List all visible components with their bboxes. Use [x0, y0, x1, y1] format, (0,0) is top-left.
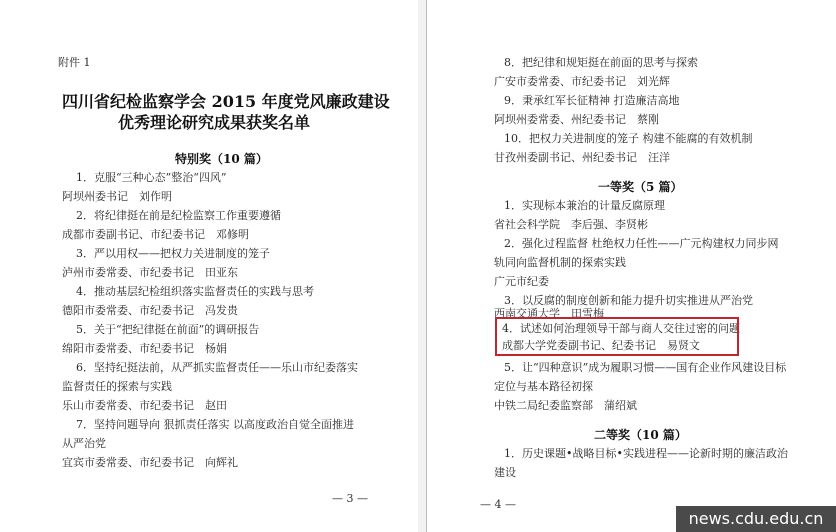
award-entry-title: 2．强化过程监督 杜绝权力任性——广元构建权力同步网: [504, 237, 779, 250]
award-entry-author: 宜宾市委常委、市纪委书记 向辉礼: [62, 456, 238, 469]
award-entry-author: 西南交通大学 田雪梅: [494, 307, 604, 320]
award-entry-author: 成都市委副书记、市纪委书记 邓修明: [62, 228, 249, 241]
award-entry-title: 3．以反腐的制度创新和能力提升切实推进从严治党: [504, 294, 753, 307]
award-entry-title: 6．坚持纪挺法前，从严抓实监督责任——乐山市纪委落实: [76, 361, 358, 374]
award-entry-author: 阿坝州委常委、州纪委书记 蔡刚: [494, 113, 659, 126]
award-entry-title-cont: 建设: [494, 466, 516, 479]
first-prize-heading: 一等奖（5 篇）: [598, 180, 683, 194]
page-number-right: — 4 —: [480, 498, 516, 511]
special-award-heading: 特别奖（10 篇）: [175, 152, 268, 166]
highlight-box: [495, 317, 739, 356]
award-entry-title-cont: 监督责任的探索与实践: [62, 380, 172, 393]
award-entry-title: 9．秉承红军长征精神 打造廉洁高地: [504, 94, 680, 107]
award-entry-author: 德阳市委常委、市纪委书记 冯发贵: [62, 304, 238, 317]
site-watermark: news.cdu.edu.cn: [676, 506, 836, 532]
award-entry-author: 泸州市委常委、市纪委书记 田亚东: [62, 266, 238, 279]
award-entry-title: 10．把权力关进制度的笼子 构建不能腐的有效机制: [504, 132, 753, 145]
award-entry-title: 5．让“四种意识”成为履职习惯——国有企业作风建设目标: [504, 361, 787, 374]
award-entry-author: 绵阳市委常委、市纪委书记 杨娟: [62, 342, 227, 355]
award-entry-title: 1．历史课题•战略目标•实践进程——论新时期的廉洁政治: [504, 447, 788, 460]
attachment-label: 附件 1: [58, 56, 91, 69]
page-number-left: — 3 —: [332, 492, 368, 505]
award-entry-title-cont: 从严治党: [62, 437, 106, 450]
award-entry-title-cont: 定位与基本路径初探: [494, 380, 593, 393]
document-title-line2: 优秀理论研究成果获奖名单: [118, 113, 311, 132]
award-entry-title: 1．实现标本兼治的计量反腐原理: [504, 199, 665, 212]
award-entry-title: 5．关于“把纪律挺在前面”的调研报告: [76, 323, 260, 336]
award-entry-title: 4．推动基层纪检组织落实监督责任的实践与思考: [76, 285, 314, 298]
second-prize-heading: 二等奖（10 篇）: [594, 428, 687, 442]
award-entry-author: 甘孜州委副书记、州纪委书记 汪洋: [494, 151, 670, 164]
award-entry-title: 7．坚持问题导向 狠抓责任落实 以高度政治自觉全面推进: [76, 418, 354, 431]
award-entry-title: 8．把纪律和规矩挺在前面的思考与探索: [504, 56, 698, 69]
award-entry-title: 3．严以用权——把权力关进制度的笼子: [76, 247, 270, 260]
page-divider: [418, 0, 426, 532]
award-entry-author: 乐山市委常委、市纪委书记 赵田: [62, 399, 227, 412]
award-entry-author: 广元市纪委: [494, 275, 549, 288]
award-entry-author: 阿坝州委书记 刘作明: [62, 190, 172, 203]
document-title-line1: 四川省纪检监察学会 2015 年度党风廉政建设: [62, 92, 390, 111]
award-entry-author: 省社会科学院 李后强、李贤彬: [494, 218, 648, 231]
award-entry-author: 中铁二局纪委监察部 蒲绍斌: [494, 399, 637, 412]
award-entry-title: 1．克服“三种心态”整治“四风”: [76, 171, 227, 184]
highlighted-entry-title: 4．试述如何治理领导干部与商人交往过密的问题: [502, 322, 740, 335]
award-entry-title-cont: 轨同向监督机制的探索实践: [494, 256, 626, 269]
award-entry-author: 广安市委常委、市纪委书记 刘光辉: [494, 75, 670, 88]
award-entry-title: 2．将纪律挺在前是纪检监察工作重要遵循: [76, 209, 281, 222]
highlighted-entry-author: 成都大学党委副书记、纪委书记 易贤文: [502, 339, 700, 352]
